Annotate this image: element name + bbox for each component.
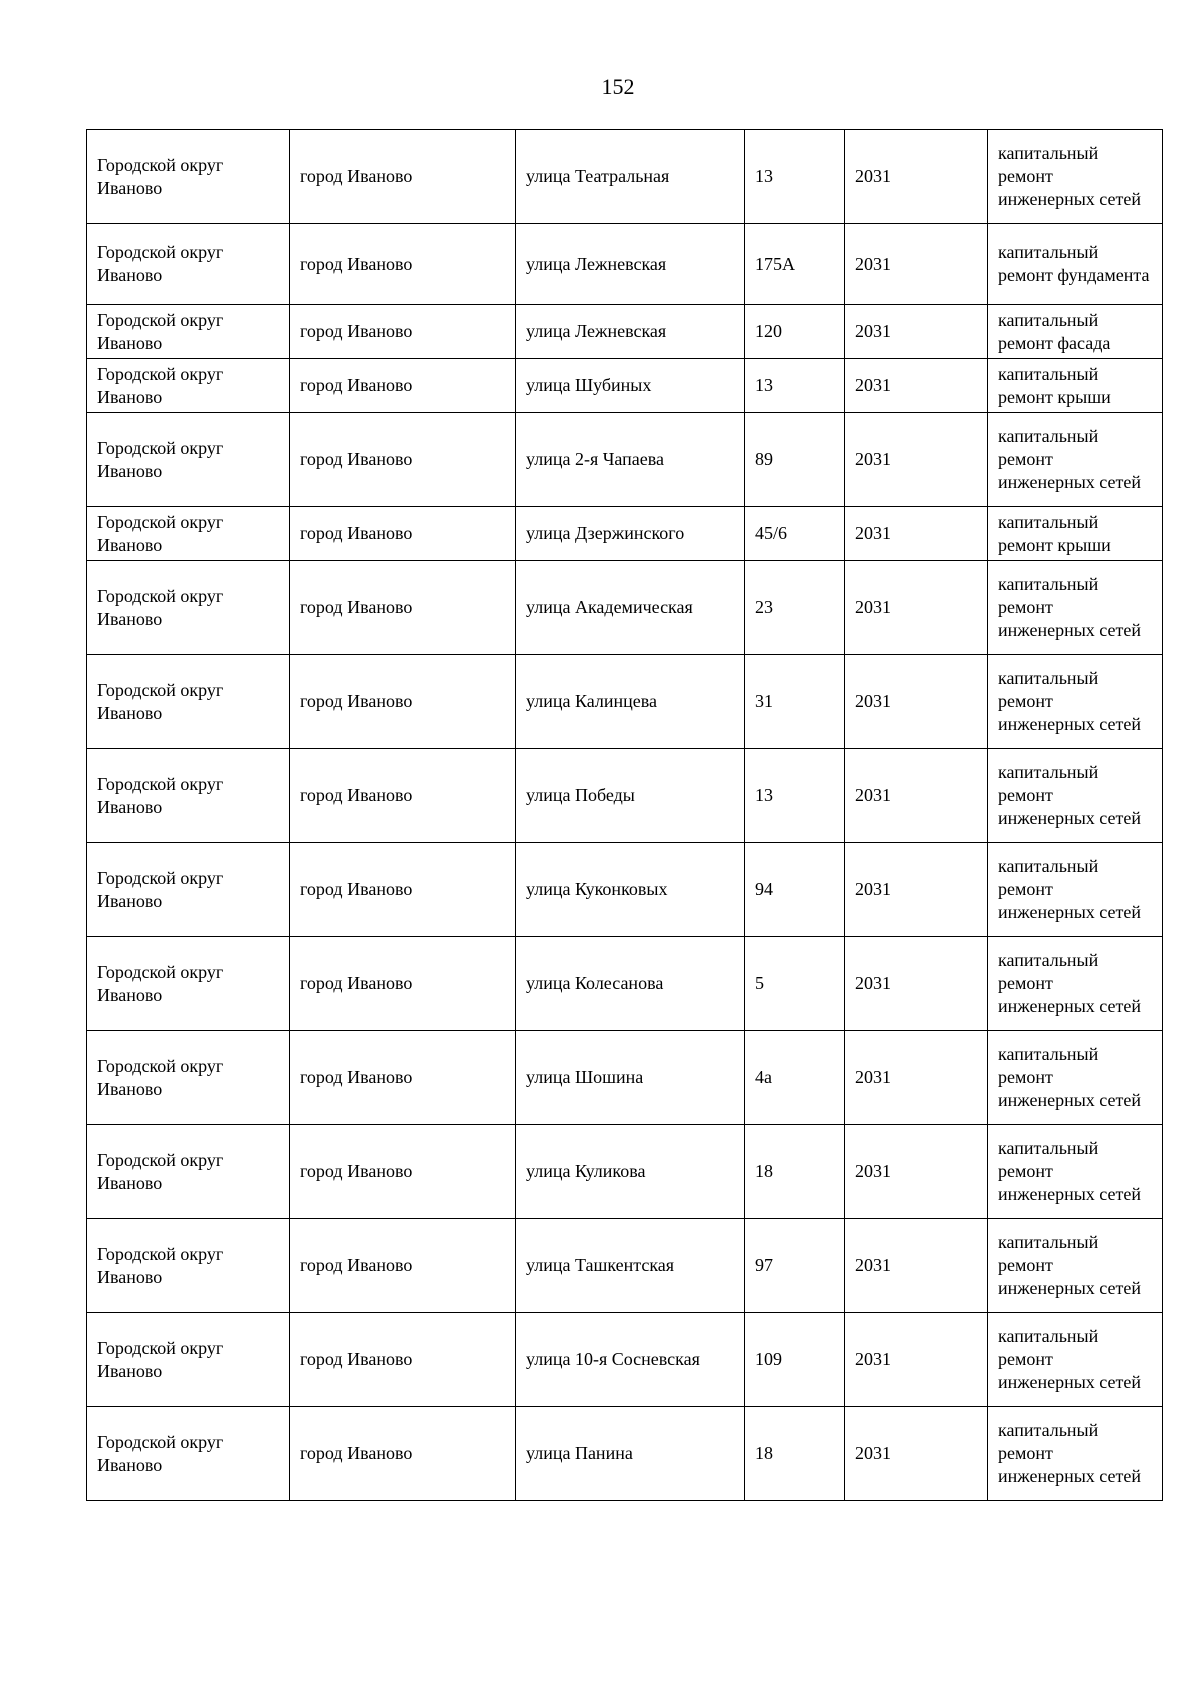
street-cell: улица Шошина	[516, 1031, 745, 1125]
house-cell: 13	[745, 749, 845, 843]
house-cell: 13	[745, 130, 845, 224]
district-cell: Городской округ Иваново	[87, 937, 290, 1031]
table-body	[87, 130, 1163, 1501]
district-cell: Городской округ Иваново	[87, 749, 290, 843]
house-cell: 45/6	[745, 507, 845, 561]
year-cell: 2031	[845, 130, 988, 224]
work-type-cell: капитальный ремонт инженерных сетей	[988, 413, 1163, 507]
year-cell: 2031	[845, 655, 988, 749]
work-type-cell: капитальный ремонт инженерных сетей	[988, 655, 1163, 749]
house-cell: 97	[745, 1219, 845, 1313]
city-cell: город Иваново	[290, 1219, 516, 1313]
street-cell: улица Академическая	[516, 561, 745, 655]
district-cell: Городской округ Иваново	[87, 843, 290, 937]
table-row	[87, 749, 1163, 843]
street-cell: улица Шубиных	[516, 359, 745, 413]
work-type-cell: капитальный ремонт инженерных сетей	[988, 937, 1163, 1031]
table-row	[87, 843, 1163, 937]
work-type-cell: капитальный ремонт инженерных сетей	[988, 1407, 1163, 1501]
city-cell: город Иваново	[290, 749, 516, 843]
street-cell: улица Победы	[516, 749, 745, 843]
year-cell: 2031	[845, 1219, 988, 1313]
year-cell: 2031	[845, 305, 988, 359]
city-cell: город Иваново	[290, 1031, 516, 1125]
house-cell: 18	[745, 1125, 845, 1219]
work-type-cell: капитальный ремонт инженерных сетей	[988, 1031, 1163, 1125]
house-cell: 89	[745, 413, 845, 507]
year-cell: 2031	[845, 359, 988, 413]
district-cell: Городской округ Иваново	[87, 1313, 290, 1407]
street-cell: улица 2-я Чапаева	[516, 413, 745, 507]
year-cell: 2031	[845, 937, 988, 1031]
district-cell: Городской округ Иваново	[87, 305, 290, 359]
year-cell: 2031	[845, 1031, 988, 1125]
house-cell: 13	[745, 359, 845, 413]
street-cell: улица Лежневская	[516, 224, 745, 305]
house-cell: 120	[745, 305, 845, 359]
district-cell: Городской округ Иваново	[87, 1219, 290, 1313]
house-cell: 31	[745, 655, 845, 749]
district-cell: Городской округ Иваново	[87, 1407, 290, 1501]
city-cell: город Иваново	[290, 305, 516, 359]
city-cell: город Иваново	[290, 1313, 516, 1407]
city-cell: город Иваново	[290, 937, 516, 1031]
city-cell: город Иваново	[290, 507, 516, 561]
year-cell: 2031	[845, 1407, 988, 1501]
work-type-cell: капитальный ремонт фасада	[988, 305, 1163, 359]
year-cell: 2031	[845, 413, 988, 507]
work-type-cell: капитальный ремонт крыши	[988, 507, 1163, 561]
city-cell: город Иваново	[290, 359, 516, 413]
page-number: 152	[601, 74, 635, 99]
house-cell: 5	[745, 937, 845, 1031]
year-cell: 2031	[845, 843, 988, 937]
table-row	[87, 359, 1163, 413]
table-row	[87, 507, 1163, 561]
district-cell: Городской округ Иваново	[87, 359, 290, 413]
district-cell: Городской округ Иваново	[87, 413, 290, 507]
year-cell: 2031	[845, 749, 988, 843]
district-cell: Городской округ Иваново	[87, 561, 290, 655]
city-cell: город Иваново	[290, 413, 516, 507]
year-cell: 2031	[845, 224, 988, 305]
housing-repair-table	[86, 129, 1163, 1501]
house-cell: 109	[745, 1313, 845, 1407]
work-type-cell: капитальный ремонт инженерных сетей	[988, 843, 1163, 937]
city-cell: город Иваново	[290, 561, 516, 655]
table-row	[87, 1031, 1163, 1125]
table-row	[87, 937, 1163, 1031]
city-cell: город Иваново	[290, 224, 516, 305]
district-cell: Городской округ Иваново	[87, 655, 290, 749]
table-row	[87, 1313, 1163, 1407]
work-type-cell: капитальный ремонт инженерных сетей	[988, 1219, 1163, 1313]
house-cell: 18	[745, 1407, 845, 1501]
work-type-cell: капитальный ремонт инженерных сетей	[988, 749, 1163, 843]
city-cell: город Иваново	[290, 655, 516, 749]
work-type-cell: капитальный ремонт инженерных сетей	[988, 130, 1163, 224]
street-cell: улица 10-я Сосневская	[516, 1313, 745, 1407]
table-row	[87, 1125, 1163, 1219]
street-cell: улица Дзержинского	[516, 507, 745, 561]
table-row	[87, 655, 1163, 749]
city-cell: город Иваново	[290, 843, 516, 937]
work-type-cell: капитальный ремонт инженерных сетей	[988, 1313, 1163, 1407]
street-cell: улица Колесанова	[516, 937, 745, 1031]
year-cell: 2031	[845, 1313, 988, 1407]
year-cell: 2031	[845, 1125, 988, 1219]
street-cell: улица Куликова	[516, 1125, 745, 1219]
city-cell: город Иваново	[290, 1125, 516, 1219]
year-cell: 2031	[845, 507, 988, 561]
year-cell: 2031	[845, 561, 988, 655]
district-cell: Городской округ Иваново	[87, 130, 290, 224]
district-cell: Городской округ Иваново	[87, 507, 290, 561]
district-cell: Городской округ Иваново	[87, 224, 290, 305]
street-cell: улица Калинцева	[516, 655, 745, 749]
table-row	[87, 224, 1163, 305]
street-cell: улица Куконковых	[516, 843, 745, 937]
table-row	[87, 1219, 1163, 1313]
house-cell: 175А	[745, 224, 845, 305]
work-type-cell: капитальный ремонт инженерных сетей	[988, 1125, 1163, 1219]
work-type-cell: капитальный ремонт инженерных сетей	[988, 561, 1163, 655]
street-cell: улица Ташкентская	[516, 1219, 745, 1313]
house-cell: 4а	[745, 1031, 845, 1125]
city-cell: город Иваново	[290, 1407, 516, 1501]
street-cell: улица Театральная	[516, 130, 745, 224]
table-row	[87, 413, 1163, 507]
work-type-cell: капитальный ремонт фундамента	[988, 224, 1163, 305]
table-row	[87, 130, 1163, 224]
street-cell: улица Лежневская	[516, 305, 745, 359]
table-row	[87, 1407, 1163, 1501]
work-type-cell: капитальный ремонт крыши	[988, 359, 1163, 413]
district-cell: Городской округ Иваново	[87, 1125, 290, 1219]
table-row	[87, 561, 1163, 655]
table-row	[87, 305, 1163, 359]
district-cell: Городской округ Иваново	[87, 1031, 290, 1125]
house-cell: 94	[745, 843, 845, 937]
house-cell: 23	[745, 561, 845, 655]
street-cell: улица Панина	[516, 1407, 745, 1501]
city-cell: город Иваново	[290, 130, 516, 224]
